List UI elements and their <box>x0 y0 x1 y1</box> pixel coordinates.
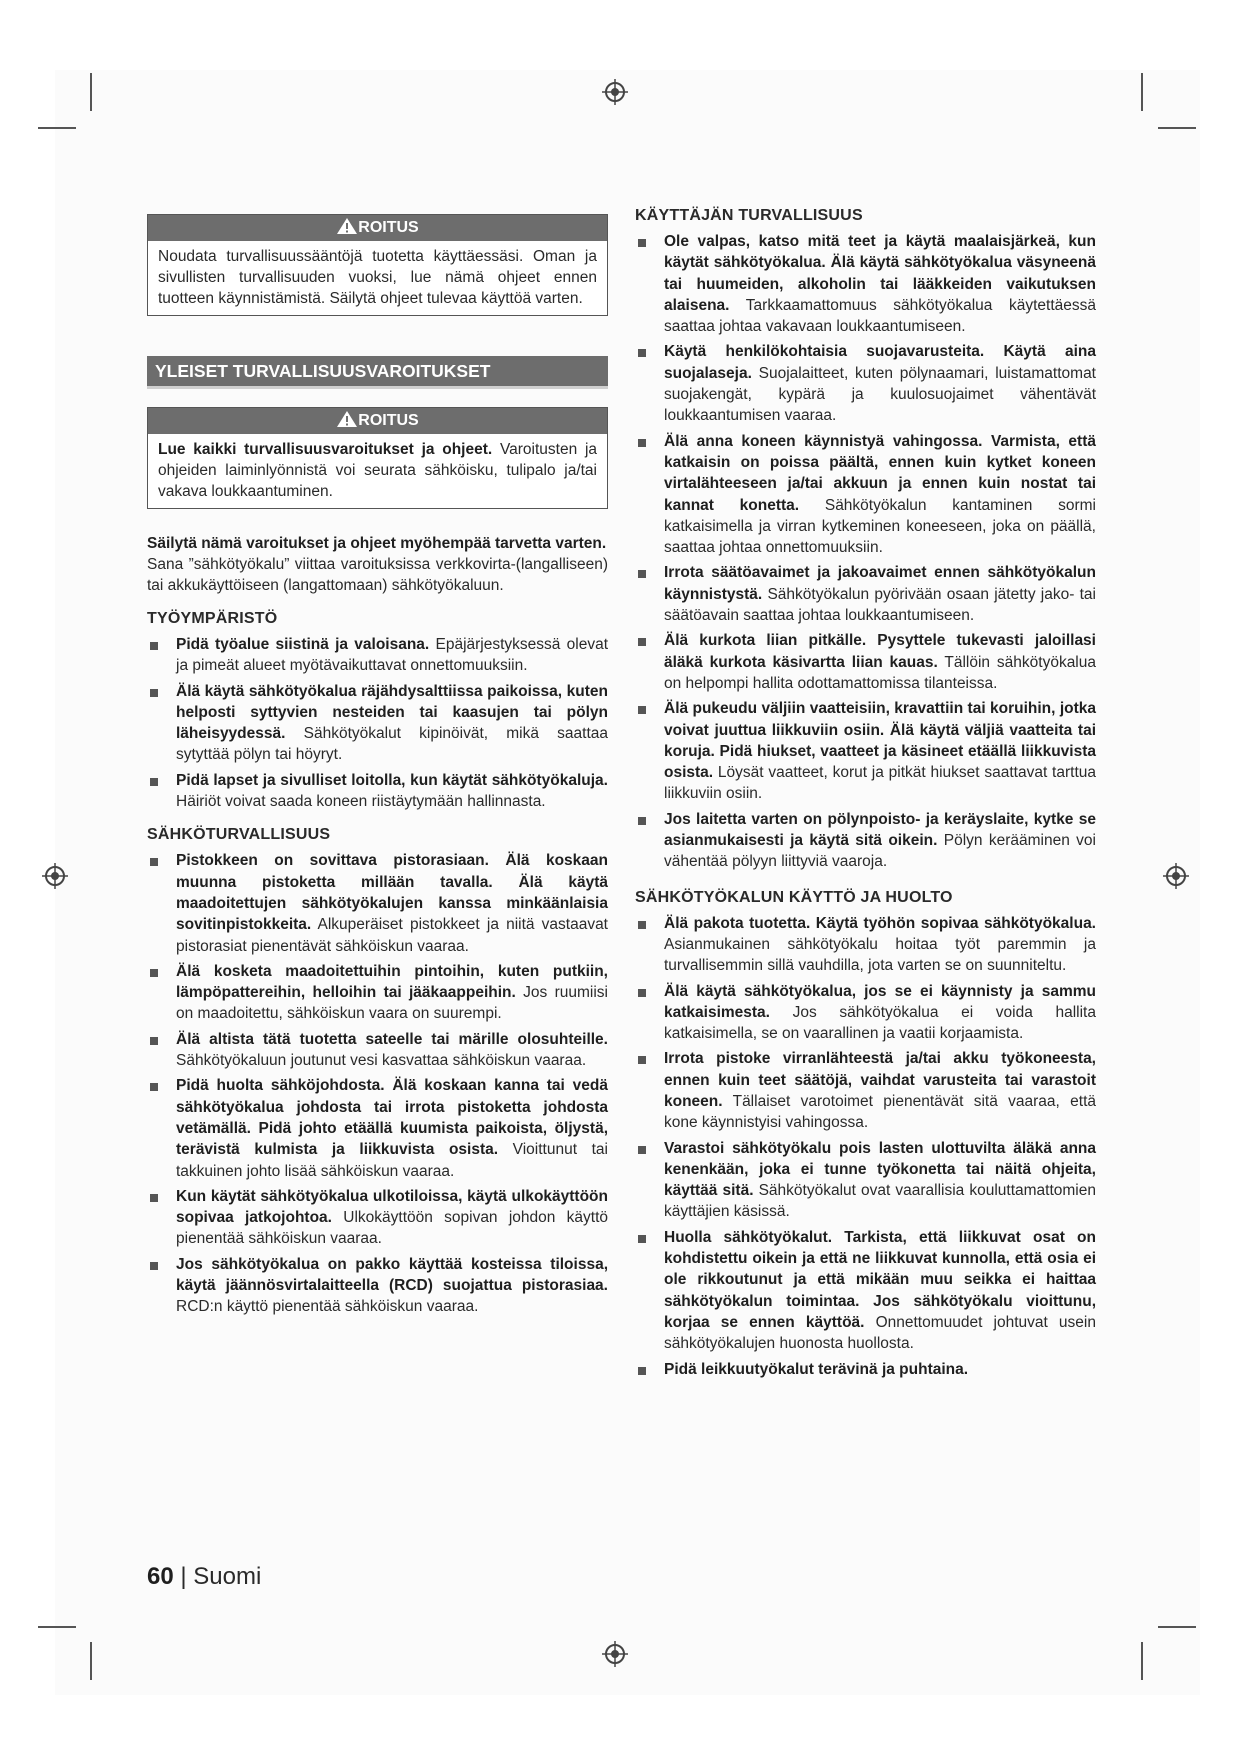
item-text: Tällaiset varotoimet pienentävät sitä vaaraa, että kone käynnistyisi vahingossa. <box>664 1092 1096 1132</box>
bullet-icon <box>150 689 158 697</box>
item-text: Tarkkaamattomuus sähkötyökalua käytettäessä saattaa johtaa vakavaan loukkaantumiseen. <box>664 296 1096 336</box>
electrical-heading: SÄHKÖTURVALLISUUS <box>147 826 331 844</box>
bullet-icon <box>638 1056 646 1064</box>
bullet-icon <box>638 989 646 997</box>
list-item <box>147 1029 608 1072</box>
list-item <box>635 1359 1096 1380</box>
personal-safety-heading: KÄYTTÄJÄN TURVALLISUUS <box>635 207 863 224</box>
list-item <box>147 770 608 813</box>
list-item <box>147 850 608 956</box>
item-bold: Ole valpas, katso mitä teet ja käytä maalaisjärkeä, kun käytät sähkötyökalua. Älä käytä sähkötyökalua väsyneenä tai huumeiden, alkoholin tai lääkkeiden vaikutuksen alaisena. <box>664 233 1096 314</box>
item-text: Onnettomuudet johtuvat usein sähkötyökalujen huonosta huollosta. <box>664 1313 1096 1353</box>
item-bold: Älä pukeudu väljiin vaatteisiin, kravattiin tai koruihin, jotka voivat juuttua liikkuviin osiin. Älä käytä väljiä vaatteita tai koruja. Pidä hiukset, vaatteet ja käsineet etäällä liikkuvista osista. <box>664 700 1096 782</box>
warning-body-text: Varoitusten ja ohjeiden laiminlyönnistä voi seurata sähköisku, tulipalo ja/tai vakava loukkaantuminen. <box>158 441 598 500</box>
item-bold: Kun käytät sähkötyökalua ulkotiloissa, käytä ulkokäyttöön sopivaa jatkojohtoa. <box>176 1187 608 1227</box>
item-text: Epäjärjestyksessä olevat ja pimeät alueet myötävaikuttavat onnettomuuksiin. <box>176 636 608 675</box>
list-item <box>635 341 1096 426</box>
bullet-icon <box>150 969 158 977</box>
bullet-icon <box>150 858 158 866</box>
list-item <box>635 1138 1096 1223</box>
bullet-icon <box>638 570 646 578</box>
warning-box <box>147 214 608 316</box>
item-bold: Jos laitetta varten on pölynpoisto- ja keräyslaite, kytke se asianmukaisesti ja käytä sitä oikein. <box>664 810 1096 850</box>
section-title: YLEISET TURVALLISUUSVAROITUKSET <box>147 356 608 389</box>
item-text: Asianmukainen sähkötyökalu hoitaa työt paremmin ja turvallisemmin sillä vauhdilla, jota varten se on suunniteltu. <box>664 935 1096 975</box>
item-text: Alkuperäiset pistokkeet ja niitä vastaavat pistorasiat pienentävät sähköiskun vaaraa. <box>176 916 608 955</box>
left-column <box>147 214 608 1322</box>
item-text: Sähkötyökalun kantaminen sormi katkaisimella ja virran kytkeminen koneeseen, joka on päällä, saattaa johtaa onnettomuuksiin. <box>664 496 1096 557</box>
bullet-icon <box>638 638 646 646</box>
item-text: Sähkötyökalun pyörivään osaan jätetty jako- tai säätöavain saattaa johtaa loukkaantumiseen. <box>664 585 1096 625</box>
bullet-icon <box>150 642 158 650</box>
warning-text: Noudata turvallisuussääntöjä tuotetta käyttäessäsi. Oman ja sivullisten turvallisuuden vuoksi, lue nämä ohjeet ennen tuotteen käynnistämistä. Säilytä ohjeet tulevaa käyttöä varten. <box>158 248 597 307</box>
bullet-icon <box>638 239 646 247</box>
crop-mark <box>38 127 76 129</box>
registration-mark-icon <box>601 1640 629 1668</box>
item-bold: Älä altista tätä tuotetta sateelle tai märille olosuhteille. <box>176 1030 608 1048</box>
item-text: Pölyn kerääminen voi vähentää pölyyn liittyviä vaaroja. <box>664 832 1096 871</box>
bullet-icon <box>638 439 646 447</box>
page-footer <box>147 1563 261 1591</box>
list-item <box>147 1075 608 1181</box>
keep-instructions-bold: Säilytä nämä varoitukset ja ohjeet myöhempää tarvetta varten. <box>147 535 607 552</box>
footer-language: Suomi <box>193 1563 262 1590</box>
crop-mark <box>1141 1642 1143 1680</box>
use-care-heading: SÄHKÖTYÖKALUN KÄYTTÖ JA HUOLTO <box>635 888 953 906</box>
bullet-icon <box>638 817 646 825</box>
item-bold: Älä pakota tuotetta. Käytä työhön sopivaa sähkötyökalua. <box>664 914 1096 932</box>
list-item <box>147 1254 608 1318</box>
item-bold: Älä käytä sähkötyökalua, jos se ei käynnisty ja sammu katkaisimesta. <box>664 982 1096 1021</box>
bullet-icon <box>638 706 646 714</box>
item-text: Sähkötyökalut kipinöivät, mikä saattaa sytyttää pölyn tai höyryt. <box>176 725 608 764</box>
item-bold: Älä kosketa maadoitettuihin pintoihin, kuten putkiin, lämpöpattereihin, helloihin tai jääkaappeihin. <box>176 962 608 1002</box>
item-text: Sähkötyökalut ovat vaarallisia kouluttamattomien käyttäjien käsissä. <box>664 1182 1096 1221</box>
footer-separator: | <box>180 1563 187 1590</box>
page-number: 60 <box>147 1563 174 1590</box>
item-bold: Pidä lapset ja sivulliset loitolla, kun käytät sähkötyökaluja. <box>176 771 608 789</box>
list-item <box>635 913 1096 977</box>
item-bold: Pidä huolta sähköjohdosta. Älä koskaan kanna tai vedä sähkötyökalua johdosta tai irrota pistoketta johdosta vetämällä. Pidä johto etäällä kuumista paikoista, öljystä, terävistä kulmista ja liikkuvista osista. <box>176 1077 608 1159</box>
warning-box <box>147 407 608 509</box>
item-text: Löysät vaatteet, korut ja pitkät hiukset saattavat tarttua liikkuviin osiin. <box>664 764 1096 803</box>
item-bold: Pidä leikkuutyökalut terävinä ja puhtaina. <box>664 1360 969 1378</box>
registration-mark-icon <box>1162 862 1190 890</box>
personal-safety-list <box>635 231 1096 873</box>
registration-mark-icon <box>601 78 629 106</box>
item-bold: Irrota pistoke virranlähteestä ja/tai akku työkoneesta, ennen kuin teet säätöjä, vaihdat varusteita tai varastoit koneen. <box>664 1050 1096 1110</box>
intro-text: Sana ”sähkötyökalu” viittaa varoituksissa verkkovirta-(langalliseen) tai akkukäyttöiseen (langattomaan) sähkötyökaluun. <box>147 556 608 594</box>
list-item <box>635 981 1096 1045</box>
list-item <box>635 1227 1096 1355</box>
warning-bold: Lue kaikki turvallisuusvaroitukset ja ohjeet. <box>158 441 493 458</box>
crop-mark <box>1141 73 1143 111</box>
warning-header <box>148 215 607 241</box>
list-item <box>635 1048 1096 1133</box>
bullet-icon <box>638 1367 646 1375</box>
warning-triangle-icon <box>336 410 358 428</box>
list-item <box>635 630 1096 694</box>
list-item <box>635 562 1096 626</box>
bullet-icon <box>638 349 646 357</box>
electrical-list <box>147 850 608 1317</box>
item-bold: Älä anna koneen käynnistyä vahingossa. Varmista, että katkaisin on poissa päältä, ennen kuin kytket koneen virtalähteeseen ja/tai akkuun ja ennen kuin nostat tai kannat konetta. <box>664 432 1096 514</box>
item-bold: Pidä työalue siistinä ja valoisana. <box>176 636 430 653</box>
work-area-list <box>147 634 608 812</box>
item-bold: Pistokkeen on sovittava pistorasiaan. Älä koskaan muunna pistoketta millään tavalla. Älä käytä maadoitettujen sähkötyökalujen kanssa minkäänlaisia sovitinpistokkeita. <box>176 852 608 934</box>
item-bold: Huolla sähkötyökalut. Tarkista, että liikkuvat osat on kohdistettu oikein ja että ne liikkuvat kunnolla, että osia ei ole rikkoutunut ja että mikään muu seikka ei haittaa sähkötyökalun toimintaa. Jos sähkötyökalu vioittunu, korjaa se ennen käyttöä. <box>664 1228 1096 1331</box>
crop-mark <box>38 1626 76 1628</box>
list-item <box>635 809 1096 873</box>
crop-mark <box>90 1642 92 1680</box>
list-item <box>147 681 608 766</box>
item-text: Tällöin sähkötyökalua on helpompi hallita odottamattomissa tilanteissa. <box>664 653 1096 692</box>
item-text: Ulkokäyttöön sopivan johdon käyttö pienentää sähköiskun vaaraa. <box>176 1209 608 1248</box>
item-text: Jos sähkötyökalua ei voida hallita katkaisimella, se on vaarallinen ja vaatii korjaamista. <box>664 1003 1096 1043</box>
right-column <box>635 205 1096 1384</box>
crop-mark <box>90 73 92 111</box>
registration-mark-icon <box>41 862 69 890</box>
list-item <box>635 698 1096 804</box>
bullet-icon <box>150 778 158 786</box>
bullet-icon <box>150 1037 158 1045</box>
warning-text <box>148 434 607 508</box>
list-item <box>635 431 1096 559</box>
item-bold: Älä kurkota liian pitkälle. Pysyttele tukevasti jaloillasi äläkä kurkota käsivartta liian kauas. <box>664 632 1096 671</box>
warning-header <box>148 408 607 434</box>
use-care-list <box>635 913 1096 1380</box>
list-item <box>147 634 608 677</box>
item-text: RCD:n käyttö pienentää sähköiskun vaaraa. <box>176 1298 479 1316</box>
item-bold: Irrota säätöavaimet ja jakoavaimet ennen sähkötyökalun käynnistystä. <box>664 564 1096 603</box>
item-bold: Älä käytä sähkötyökalua räjähdysalttiissa paikoissa, kuten helposti syttyvien nesteiden tai kaasujen tai pölyn läheisyydessä. <box>176 682 608 743</box>
item-bold: Varastoi sähkötyökalu pois lasten ulottuvilta äläkä anna kenenkään, joka ei tunne työkonetta tai näitä ohjeita, käyttää sitä. <box>664 1139 1096 1200</box>
crop-mark <box>1158 1626 1196 1628</box>
item-text: Vioittunut tai takkuinen johto lisää sähköiskun vaaraa. <box>176 1141 608 1180</box>
bullet-icon <box>638 1235 646 1243</box>
list-item <box>635 231 1096 337</box>
warning-triangle-icon <box>336 217 358 235</box>
bullet-icon <box>638 921 646 929</box>
warning-title: ROITUS <box>358 219 419 236</box>
item-bold: Käytä henkilökohtaisia suojavarusteita. Käytä aina suojalaseja. <box>664 343 1096 382</box>
item-text: Jos ruumiisi on maadoitettu, sähköiskun vaara on suurempi. <box>176 984 608 1023</box>
keep-instructions <box>147 533 608 554</box>
item-text: Sähkötyökaluun joutunut vesi kasvattaa sähköiskun vaaraa. <box>176 1052 587 1070</box>
work-area-heading: TYÖYMPÄRISTÖ <box>147 610 278 627</box>
item-bold: Jos sähkötyökalua on pakko käyttää kosteissa tiloissa, käytä jäännösvirtalaitteella (RCD) suojattua pistorasiaa. <box>176 1255 608 1295</box>
bullet-icon <box>150 1083 158 1091</box>
warning-title: ROITUS <box>358 412 419 429</box>
crop-mark <box>1158 127 1196 129</box>
list-item <box>147 961 608 1025</box>
item-text: Häiriöt voivat saada koneen riistäytymään hallinnasta. <box>176 793 546 811</box>
bullet-icon <box>150 1194 158 1202</box>
bullet-icon <box>638 1146 646 1154</box>
item-text: Suojalaitteet, kuten pölynaamari, luistamattomat suojakengät, kypärä ja kuulosuojaimet vähentävät loukkaantumisen vaaraa. <box>664 364 1096 425</box>
list-item <box>147 1186 608 1250</box>
bullet-icon <box>150 1262 158 1270</box>
